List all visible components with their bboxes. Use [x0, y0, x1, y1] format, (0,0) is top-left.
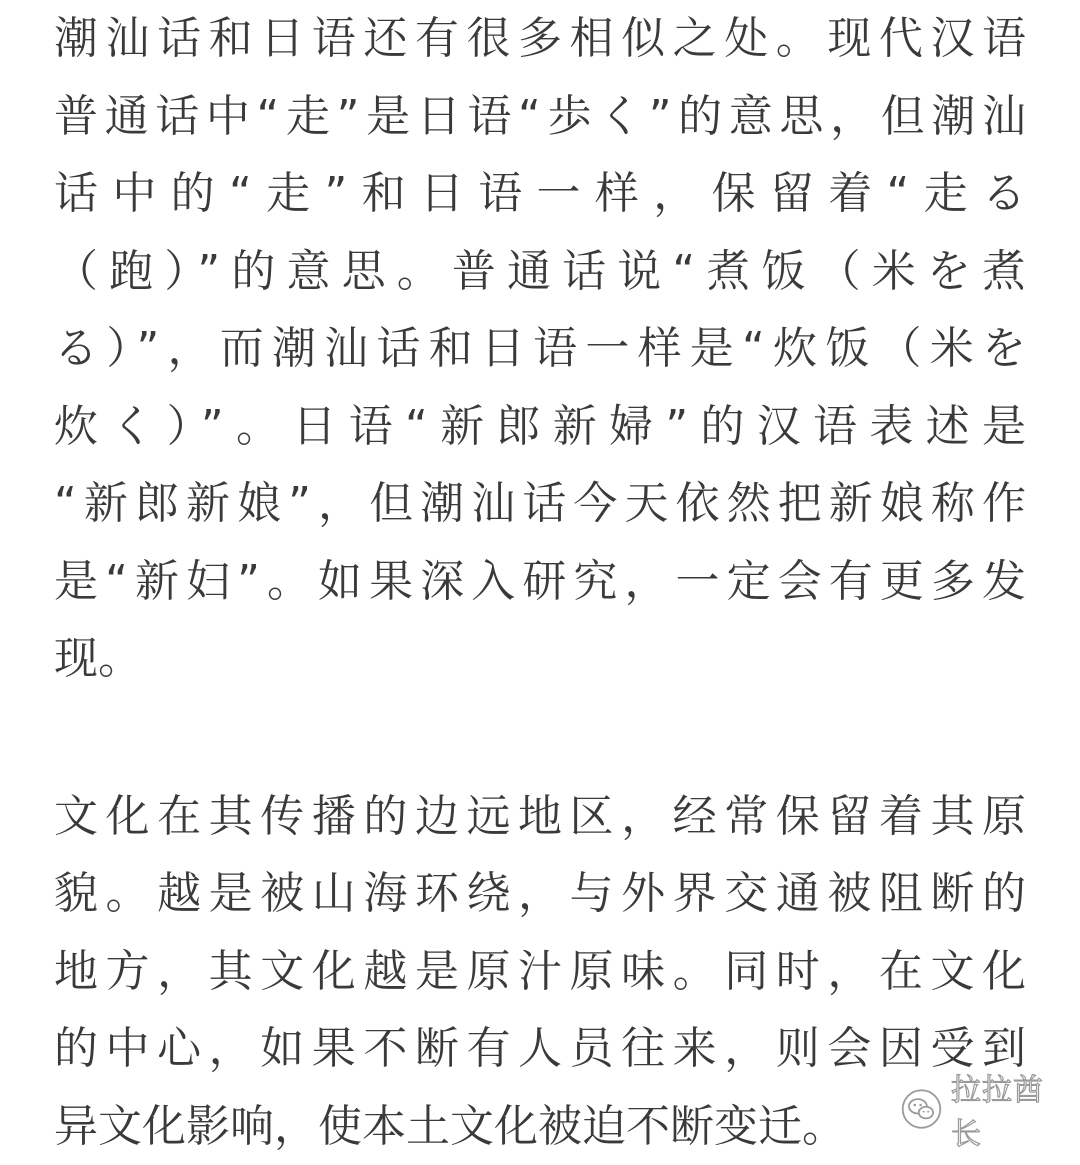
paragraph-1 — [54, 0, 1026, 698]
paragraph-2 — [54, 778, 1026, 1165]
text-line: 地方，其文化越是原汁原味。同时，在文化 — [54, 933, 1026, 1011]
text-line: （跑）”的意思。普通话说“煮饭（米を煮 — [54, 233, 1026, 311]
text-line: 是“新妇”。如果深入研究，一定会有更多发 — [54, 543, 1026, 621]
text-line: 貌。越是被山海环绕，与外界交通被阻断的 — [54, 855, 1026, 933]
paragraph-spacer — [54, 698, 1026, 778]
text-line: 潮汕话和日语还有很多相似之处。现代汉语 — [54, 0, 1026, 78]
text-line: “新郎新娘”，但潮汕话今天依然把新娘称作 — [54, 465, 1026, 543]
text-line: 的中心，如果不断有人员往来，则会因受到 — [54, 1010, 1026, 1088]
text-line: 话中的“走”和日语一样，保留着“走る — [54, 155, 1026, 233]
article-body — [54, 0, 1026, 1165]
text-line: 现。 — [54, 620, 1026, 698]
wechat-account-watermark — [892, 1080, 1080, 1138]
text-line: 异文化影响，使本土文化被迫不断变迁。 — [54, 1088, 1026, 1165]
text-line: 普通话中“走”是日语“歩く”的意思，但潮汕 — [54, 78, 1026, 156]
text-line: 炊く）”。日语“新郎新婦”的汉语表述是 — [54, 388, 1026, 466]
text-line: 文化在其传播的边远地区，经常保留着其原 — [54, 778, 1026, 856]
watermark-account-name: 拉拉酋长 — [951, 1065, 1072, 1153]
text-line: る）”，而潮汕话和日语一样是“炊饭（米を — [54, 310, 1026, 388]
wechat-icon — [900, 1087, 943, 1131]
